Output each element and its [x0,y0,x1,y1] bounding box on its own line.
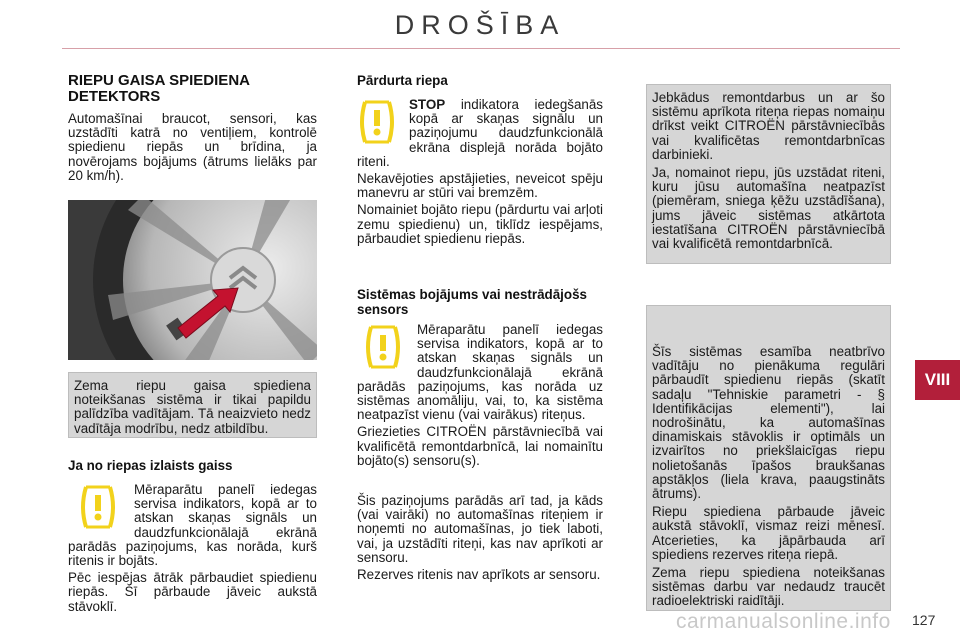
stop-label: STOP [409,97,446,112]
repairs-note-box [646,84,891,264]
page-number: 127 [912,612,936,628]
section-deflation [68,458,317,617]
punctured-heading: Pārdurta riepa [357,73,448,88]
failure-p2: Šis paziņojums parādās arī tad, ja kāds (vai vairāki) no automašīnas riteņiem ir noņemti no automašīnas, jo tiek laboti, vai, ja uzstādīti riteņi, kas nav aprīkoti ar sensoru. [357,493,603,565]
tyre-pressure-warning-icon [363,323,403,371]
section-system-failure [357,287,603,585]
failure-p3: Rezerves ritenis nav aprīkots ar sensoru. [357,567,601,583]
failure-p1: Griezieties CITROËN pārstāvniecībā vai kvalificētā remontdarbnīcā, lai nomainītu bojāto(s) sensoru(s). [357,424,603,468]
system-note-box [646,305,891,611]
system-p1: Šīs sistēmas esamība neatbrīvo vadītāju no pienākuma regulāri pārbaudīt spiedienu riepās (skatīt sadaļu "Tehniskie parametri - § Identifikācijas elementi"), lai nodrošinātu, ka automašīnas dinamiskais stāvoklis ir optimāls un izvairītos no priekšlaicīgas riepu nolietošanās īpašos braukšanas apstākļos (liela krava, paaugstināts ātrums). [652,344,885,502]
system-p3: Zema riepu spiediena noteikšanas sistēmas darbu var nedaudz traucēt radioelektriski raidītāji. [652,565,885,609]
section-heading-detector: RIEPU GAISA SPIEDIENA DETEKTORS [68,72,250,105]
deflation-text: Mēraparātu panelī iedegas servisa indikators, kopā ar to atskan skaņas signāls un daudzfunkcionālajā ekrānā parādās paziņojums, kas norāda, kurš ritenis ir bojāts. [68,482,317,569]
punctured-p2: Nomainiet bojāto riepu (pārdurtu vai arļoti zemu spiedienu) un, tiklīdz iespējams, pārbaudiet spiedienu riepās. [357,202,603,246]
page-title: DROŠĪBA [394,10,566,40]
punctured-p1: Nekavējoties apstājieties, neveicot spēju manevru ar stūri vai bremzēm. [357,171,603,201]
system-p2: Riepu spiediena pārbaude jāveic aukstā stāvoklī, vismaz reizi mēnesī. Atcerieties, ka jāpārbauda arī spiediens rezerves riteņa riepā. [652,504,885,562]
punctured-text-body: indikatora iedegšanās kopā ar skaņas signālu un paziņojumu daudzfunkcionālā ekrāna displejā norāda bojāto riteni. [357,97,603,169]
column-middle [357,73,603,249]
title-divider [62,48,900,49]
tyre-pressure-warning-icon [78,483,118,531]
photo-note-box [68,372,317,438]
failure-heading: Sistēmas bojājums vai nestrādājošs sensors [357,287,587,317]
repairs-p2: Ja, nomainot riepu, jūs uzstādat riteni, kuru jūsu automašīna neatpazīst (piemēram, sniega ķēžu uzstādīšana), jums jāveic sistēmas atkārtota iestatīšana CITROËN pārstāvniecībā vai kvalificētā remontdarbnīcā. [652,165,885,252]
chapter-tab[interactable]: VIII [915,360,960,400]
failure-text: Mēraparātu panelī iedegas servisa indikators, kopā ar to atskan skaņas signāls un daudzfunkcionālajā ekrānā parādās paziņojums, kas norāda uz sistēmas anomāliju, vai, to, ka sistēma neatpazīst vienu (vai vairākus) riteņus. [357,322,603,423]
detector-intro: Automašīnai braucot, sensori, kas uzstādīti katrā no ventiļiem, kontrolē spiedienu riepās un brīdina, ja novērojams bojājums (ātrums lielāks par 20 km/h). [68,111,317,183]
photo-note-text: Zema riepu gaisa spiediena noteikšanas sistēma ir tikai papildu palīdzība vadītājam. Tā neaizvieto nedz vadītāja modrību, nedz atbildību. [74,378,311,436]
wheel-photo [68,200,317,360]
deflation-heading: Ja no riepas izlaists gaiss [68,458,233,473]
deflation-followup: Pēc iespējas ātrāk pārbaudiet spiedienu riepās. Šī pārbaude jāveic aukstā stāvoklī. [68,570,317,614]
column-left [68,73,317,186]
repairs-p1: Jebkādus remontdarbus un ar šo sistēmu aprīkota riteņa riepas nomaiņu drīkst veikt CITROËN pārstāvniecībās vai kvalificētas remontdarbnīcas darbinieki. [652,90,885,162]
watermark: carmanualsonline.info [676,610,891,633]
tyre-pressure-warning-icon [357,98,397,146]
